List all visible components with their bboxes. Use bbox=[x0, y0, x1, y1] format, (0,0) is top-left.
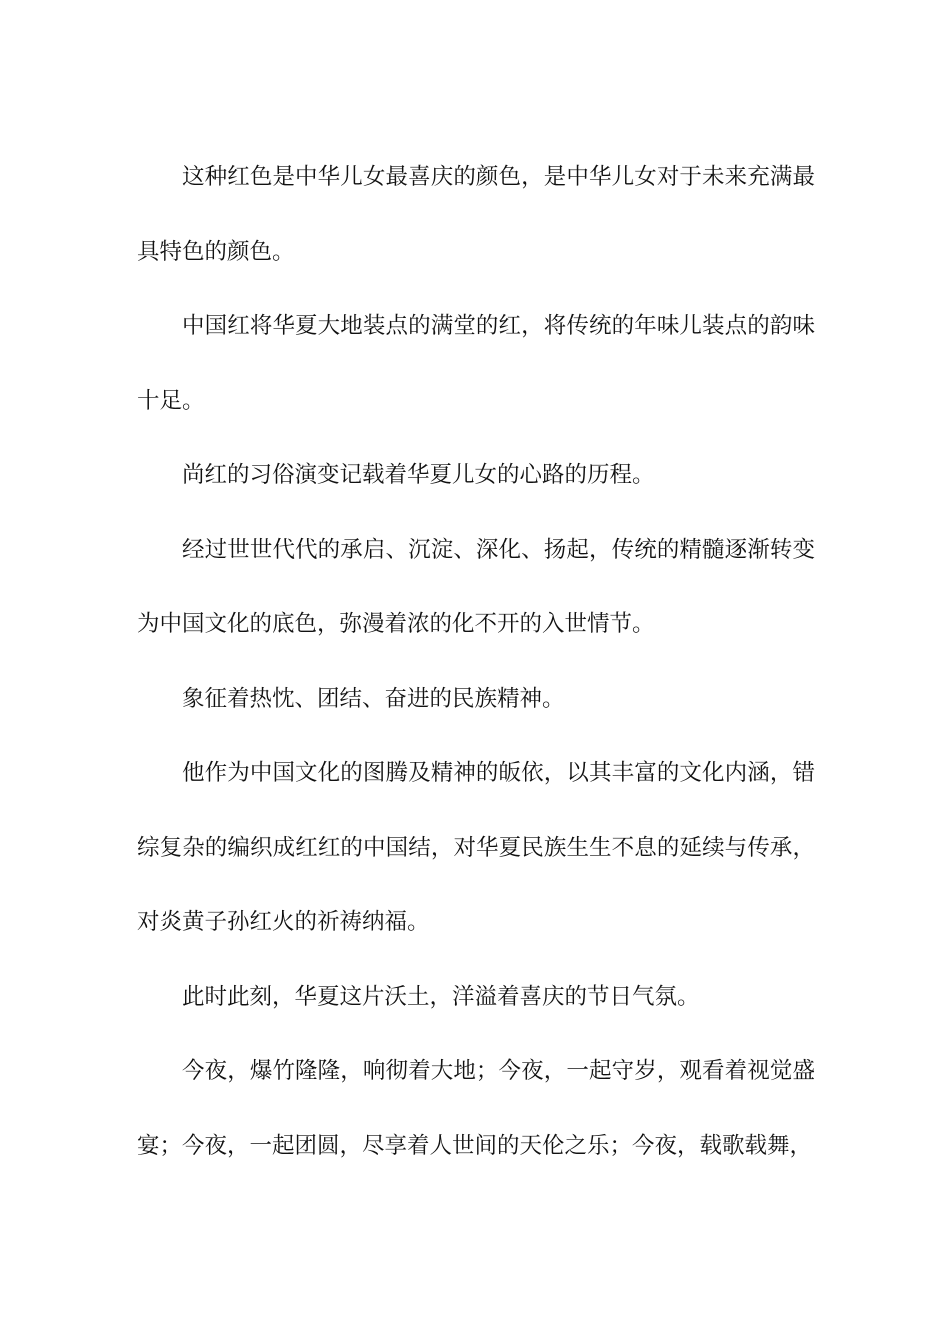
paragraph-3: 尚红的习俗演变记载着华夏儿女的心路的历程。 bbox=[182, 462, 655, 488]
paragraph-5: 象征着热忱、团结、奋进的民族精神。 bbox=[182, 685, 565, 712]
paragraph-6: 他作为中国文化的图腾及精神的皈依，以其丰富的文化内涵，错综复杂的编织成红红的中国结，对华夏民族生生不息的延续与传承，对炎黄子孙红火的祈祷纳福。 bbox=[137, 760, 815, 935]
document-body bbox=[137, 140, 815, 1183]
paragraph-8: 今夜，爆竹隆隆，响彻着大地；今夜，一起守岁，观看着视觉盛宴；今夜，一起团圆，尽享着人世间的天伦之乐；今夜，载歌载舞， bbox=[137, 1058, 815, 1159]
paragraph-7: 此时此刻，华夏这片沃土，洋溢着喜庆的节日气氛。 bbox=[182, 983, 700, 1010]
paragraph-4: 经过世世代代的承启、沉淀、深化、扬起，传统的精髓逐渐转变为中国文化的底色，弥漫着浓的化不开的入世情节。 bbox=[137, 536, 815, 637]
paragraph-2: 中国红将华夏大地装点的满堂的红，将传统的年味儿装点的韵味十足。 bbox=[137, 313, 815, 414]
paragraph-1: 这种红色是中华儿女最喜庆的颜色，是中华儿女对于未来充满最具特色的颜色。 bbox=[137, 164, 815, 265]
